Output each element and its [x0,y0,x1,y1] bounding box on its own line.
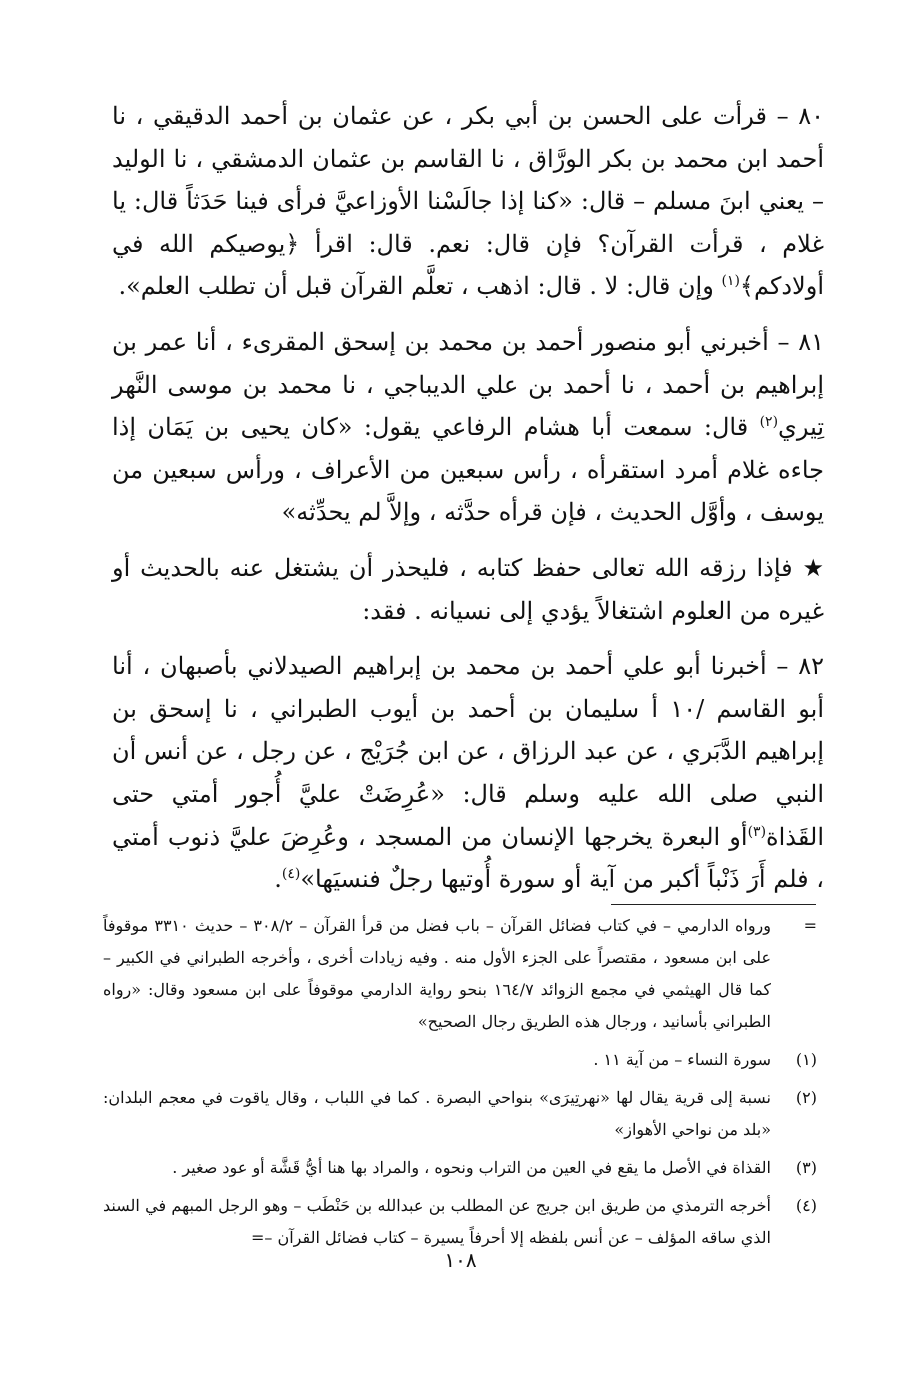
footnote-mark: (٣) [795,1158,817,1177]
footnote-mark: = [803,916,817,935]
footnote-continued [103,910,821,1038]
footnote-2 [103,1082,821,1146]
page-number: ١٠٨ [444,1248,477,1272]
note-ref-3: (٣) [747,823,767,840]
paragraph-81-tail: قال: سمعت أبا هشام الرفاعي يقول: «كان يحيى بن يَمَان إذا جاءه غلام أمرد استقرأه ، رأس سبعين من الأعراف ، ورأس سبعين من يوسف ، وأوَّل الحديث ، فإن قرأه حدَّثه ، وإلاَّ لم يحدِّثه» [112,413,824,527]
paragraph-82 [112,645,824,901]
paragraph-82-end: . [274,865,282,894]
paragraph-80-text: ٨٠ – قرأت على الحسن بن أبي بكر ، عن عثمان بن أحمد الدقيقي ، نا أحمد ابن محمد بن بكر الورَّاق ، نا القاسم بن عثمان الدمشقي ، نا الوليد – يعني ابنَ مسلم – قال: «كنا إذا جالَسْنا الأوزاعيَّ فرأى فينا حَدَثاً قال: يا غلام ، قرأت القرآن؟ فإن قال: نعم. قال: اقرأ ﴿يوصيكم الله في أولادكم﴾ [112,102,824,301]
footnotes [103,910,821,1260]
paragraph-81 [112,321,824,534]
note-ref-1: (١) [721,273,740,290]
main-text [112,95,824,914]
paragraph-82-text: ٨٢ – أخبرنا أبو علي أحمد بن محمد بن إبراهيم الصيدلاني بأصبهان ، أنا أبو القاسم /١٠ أ سليمان بن أحمد بن أيوب الطبراني ، نا إسحق بن إبراهيم الدَّبَري ، عن عبد الرزاق ، عن ابن جُرَيْج ، عن رجل ، عن أنس أن النبي صلى الله عليه وسلم قال: «عُرِضَتْ عليَّ أُجور أمتي حتى القَذاة [112,652,824,851]
footnote-1 [103,1044,821,1076]
footnote-3 [103,1152,821,1184]
footnote-mark: (١) [795,1050,817,1069]
note-ref-4: (٤) [281,866,301,883]
paragraph-remark [112,547,824,632]
footnote-4 [103,1190,821,1254]
footnote-mark: (٢) [795,1088,817,1107]
footnote-text: ورواه الدارمي – في كتاب فضائل القرآن – باب فضل من قرأ القرآن – ٣٠٨/٢ – حديث ٣٣١٠ موقوفاً على ابن مسعود ، مقتصراً على الجزء الأول منه . وفيه زيادات أخرى ، وأخرجه الطبراني في الكبير – كما قال الهيثمي في مجمع الزوائد ١٦٤/٧ بنحو رواية الدارمي موقوفاً على ابن مسعود وقال: «رواه الطبراني بأسانيد ، ورجال هذه الطريق رجال الصحيح» [103,916,771,1031]
footnote-text: نسبة إلى قرية يقال لها «نهرتِيرَى» بنواحي البصرة . كما في اللباب ، وقال ياقوت في معجم البلدان: «بلد من نواحي الأهواز» [103,1088,771,1139]
footnote-separator [611,904,816,905]
footnote-text: سورة النساء – من آية ١١ . [593,1050,771,1069]
paragraph-80 [112,95,824,308]
footnote-text: القذاة في الأصل ما يقع في العين من التراب ونحوه ، والمراد بها هنا أيُّ قَشَّة أو عود صغير . [172,1158,771,1177]
footnote-mark: (٤) [795,1196,817,1215]
footnote-text: أخرجه الترمذي من طريق ابن جريج عن المطلب بن عبدالله بن حَنْطَب – وهو الرجل المبهم في السند الذي ساقه المؤلف – عن أنس بلفظه إلا أحرفاً يسيرة – كتاب فضائل القرآن –= [103,1196,771,1247]
paragraph-82-tail: أو البعرة يخرجها الإنسان من المسجد ، وعُرِضَ عليَّ ذنوب أمتي ، فلم أَرَ ذَنْباً أكبر من آية أو سورة أُوتيها رجلٌ فنسيَها» [112,822,824,894]
paragraph-81-text: ٨١ – أخبرني أبو منصور أحمد بن محمد بن إسحق المقرىء ، أنا عمر بن إبراهيم بن أحمد ، نا أحمد بن علي الديباجي ، نا محمد بن موسى النَّهر تِيري [112,327,824,442]
note-ref-2: (٢) [759,414,779,431]
paragraph-remark-text: ★ فإذا رزقه الله تعالى حفظ كتابه ، فليحذر أن يشتغل عنه بالحديث أو غيره من العلوم اشتغالاً يؤدي إلى نسيانه . فقد: [112,553,824,625]
paragraph-80-tail: وإن قال: لا . قال: اذهب ، تعلَّم القرآن قبل أن تطلب العلم». [118,272,722,301]
